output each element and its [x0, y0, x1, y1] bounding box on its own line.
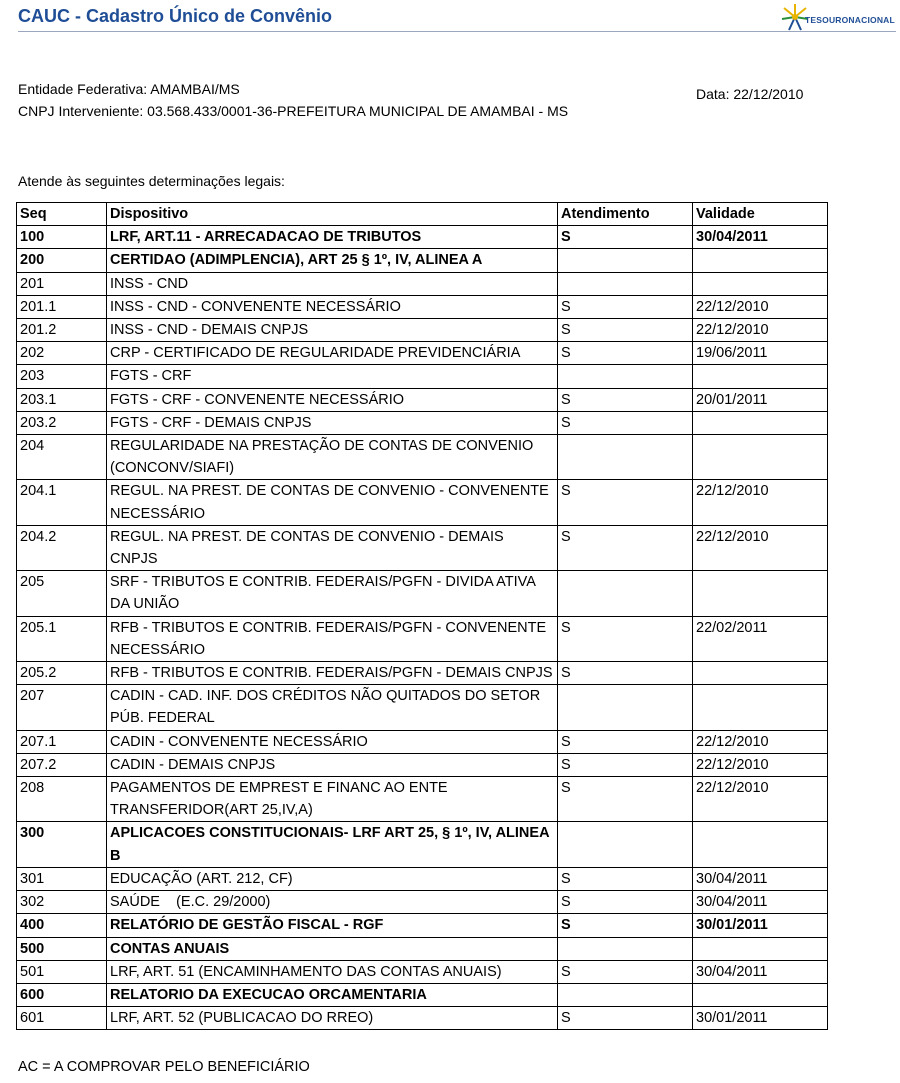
cell-validade	[693, 571, 828, 616]
page-title: CAUC - Cadastro Único de Convênio	[18, 6, 333, 26]
cell-validade: 22/02/2011	[693, 616, 828, 661]
cell-seq: 500	[17, 937, 107, 960]
cell-seq: 601	[17, 1007, 107, 1030]
cell-dispositivo: FGTS - CRF - CONVENENTE NECESSÁRIO	[107, 388, 558, 411]
table-row	[17, 571, 828, 616]
cell-atendimento	[558, 365, 693, 388]
footer-note: AC = A COMPROVAR PELO BENEFICIÁRIO	[18, 1059, 310, 1075]
cell-validade	[693, 435, 828, 480]
cell-atendimento: S	[558, 960, 693, 983]
cell-atendimento	[558, 983, 693, 1006]
cell-validade	[693, 365, 828, 388]
cell-validade: 30/04/2011	[693, 226, 828, 249]
cell-seq: 205	[17, 571, 107, 616]
cell-seq: 207	[17, 685, 107, 730]
cell-dispositivo: CRP - CERTIFICADO DE REGULARIDADE PREVIDENCIÁRIA	[107, 342, 558, 365]
cell-seq: 300	[17, 822, 107, 867]
cell-atendimento: S	[558, 1007, 693, 1030]
cell-dispositivo: EDUCAÇÃO (ART. 212, CF)	[107, 867, 558, 890]
table-row	[17, 777, 828, 822]
cell-validade: 22/12/2010	[693, 480, 828, 525]
cell-atendimento	[558, 822, 693, 867]
table-row	[17, 753, 828, 776]
cell-validade	[693, 983, 828, 1006]
table-row	[17, 937, 828, 960]
cell-seq: 302	[17, 891, 107, 914]
table-row	[17, 983, 828, 1006]
cell-atendimento: S	[558, 914, 693, 937]
cell-atendimento: S	[558, 753, 693, 776]
table-row	[17, 730, 828, 753]
tesouro-nacional-logo	[780, 2, 898, 32]
cell-validade	[693, 249, 828, 272]
cell-seq: 202	[17, 342, 107, 365]
cell-atendimento	[558, 435, 693, 480]
cell-atendimento: S	[558, 319, 693, 342]
cell-validade	[693, 937, 828, 960]
cell-dispositivo: CADIN - CONVENENTE NECESSÁRIO	[107, 730, 558, 753]
cell-atendimento: S	[558, 867, 693, 890]
cell-dispositivo: REGUL. NA PREST. DE CONTAS DE CONVENIO - CONVENENTE NECESSÁRIO	[107, 480, 558, 525]
cell-validade: 30/04/2011	[693, 960, 828, 983]
cell-atendimento: S	[558, 777, 693, 822]
cell-atendimento: S	[558, 616, 693, 661]
table-row	[17, 435, 828, 480]
table-row	[17, 411, 828, 434]
table-row	[17, 388, 828, 411]
table-row	[17, 272, 828, 295]
cell-seq: 204.1	[17, 480, 107, 525]
column-header-atendimento: Atendimento	[558, 203, 693, 226]
column-header-validade: Validade	[693, 203, 828, 226]
table-row	[17, 342, 828, 365]
table-row	[17, 1007, 828, 1030]
column-header-dispositivo: Dispositivo	[107, 203, 558, 226]
cell-atendimento	[558, 272, 693, 295]
cell-dispositivo: CERTIDAO (ADIMPLENCIA), ART 25 § 1º, IV, ALINEA A	[107, 249, 558, 272]
cell-dispositivo: CADIN - DEMAIS CNPJS	[107, 753, 558, 776]
table-row	[17, 662, 828, 685]
cell-dispositivo: FGTS - CRF - DEMAIS CNPJS	[107, 411, 558, 434]
cell-seq: 205.2	[17, 662, 107, 685]
cell-seq: 207.1	[17, 730, 107, 753]
cell-validade: 30/04/2011	[693, 891, 828, 914]
cell-validade	[693, 662, 828, 685]
page-header	[0, 0, 900, 36]
cell-dispositivo: LRF, ART. 52 (PUBLICACAO DO RREO)	[107, 1007, 558, 1030]
cell-seq: 200	[17, 249, 107, 272]
cell-validade: 22/12/2010	[693, 295, 828, 318]
cell-dispositivo: RFB - TRIBUTOS E CONTRIB. FEDERAIS/PGFN - CONVENENTE NECESSÁRIO	[107, 616, 558, 661]
table-row	[17, 249, 828, 272]
cell-seq: 204.2	[17, 525, 107, 570]
cell-dispositivo: LRF, ART. 51 (ENCAMINHAMENTO DAS CONTAS ANUAIS)	[107, 960, 558, 983]
cell-seq: 100	[17, 226, 107, 249]
cell-dispositivo: INSS - CND - CONVENENTE NECESSÁRIO	[107, 295, 558, 318]
table-row	[17, 319, 828, 342]
intro-text: Atende às seguintes determinações legais:	[18, 173, 285, 189]
cell-validade: 19/06/2011	[693, 342, 828, 365]
entidade-federativa: Entidade Federativa: AMAMBAI/MS	[18, 81, 240, 97]
cell-dispositivo: LRF, ART.11 - ARRECADACAO DE TRIBUTOS	[107, 226, 558, 249]
table-row	[17, 914, 828, 937]
cell-dispositivo: RELATORIO DA EXECUCAO ORCAMENTARIA	[107, 983, 558, 1006]
table-header-row	[17, 203, 828, 226]
cell-validade: 22/12/2010	[693, 525, 828, 570]
cell-seq: 205.1	[17, 616, 107, 661]
cell-dispositivo: CADIN - CAD. INF. DOS CRÉDITOS NÃO QUITADOS DO SETOR PÚB. FEDERAL	[107, 685, 558, 730]
cell-validade: 30/01/2011	[693, 914, 828, 937]
cell-seq: 501	[17, 960, 107, 983]
column-header-seq: Seq	[17, 203, 107, 226]
table-row	[17, 685, 828, 730]
cell-seq: 201	[17, 272, 107, 295]
cell-dispositivo: APLICACOES CONSTITUCIONAIS- LRF ART 25, § 1º, IV, ALINEA B	[107, 822, 558, 867]
table-row	[17, 365, 828, 388]
cell-dispositivo: CONTAS ANUAIS	[107, 937, 558, 960]
cell-seq: 600	[17, 983, 107, 1006]
cell-seq: 201.1	[17, 295, 107, 318]
cell-seq: 400	[17, 914, 107, 937]
cell-atendimento: S	[558, 388, 693, 411]
cell-atendimento	[558, 685, 693, 730]
table-body	[17, 226, 828, 1030]
cell-dispositivo: RELATÓRIO DE GESTÃO FISCAL - RGF	[107, 914, 558, 937]
table-row	[17, 960, 828, 983]
cell-validade	[693, 822, 828, 867]
cell-dispositivo: SRF - TRIBUTOS E CONTRIB. FEDERAIS/PGFN - DIVIDA ATIVA DA UNIÃO	[107, 571, 558, 616]
cell-validade: 20/01/2011	[693, 388, 828, 411]
cell-dispositivo: INSS - CND - DEMAIS CNPJS	[107, 319, 558, 342]
cell-atendimento: S	[558, 891, 693, 914]
cell-seq: 204	[17, 435, 107, 480]
cell-validade: 22/12/2010	[693, 777, 828, 822]
table-row	[17, 867, 828, 890]
cell-atendimento: S	[558, 662, 693, 685]
header-divider	[18, 31, 896, 32]
table-row	[17, 295, 828, 318]
cell-atendimento	[558, 571, 693, 616]
cell-seq: 203.1	[17, 388, 107, 411]
cell-atendimento: S	[558, 411, 693, 434]
table-row	[17, 480, 828, 525]
cell-atendimento	[558, 937, 693, 960]
cell-validade: 30/01/2011	[693, 1007, 828, 1030]
logo-text: TESOURONACIONAL	[805, 15, 895, 25]
cell-dispositivo: REGULARIDADE NA PRESTAÇÃO DE CONTAS DE CONVENIO (CONCONV/SIAFI)	[107, 435, 558, 480]
table-row	[17, 616, 828, 661]
cell-seq: 203	[17, 365, 107, 388]
cell-validade	[693, 272, 828, 295]
cell-dispositivo: PAGAMENTOS DE EMPREST E FINANC AO ENTE TRANSFERIDOR(ART 25,IV,A)	[107, 777, 558, 822]
cell-seq: 207.2	[17, 753, 107, 776]
cell-seq: 208	[17, 777, 107, 822]
table-row	[17, 891, 828, 914]
cell-validade: 22/12/2010	[693, 730, 828, 753]
cell-atendimento: S	[558, 730, 693, 753]
table-row	[17, 822, 828, 867]
cell-dispositivo: INSS - CND	[107, 272, 558, 295]
table-row	[17, 525, 828, 570]
cell-dispositivo: RFB - TRIBUTOS E CONTRIB. FEDERAIS/PGFN - DEMAIS CNPJS	[107, 662, 558, 685]
cell-validade: 30/04/2011	[693, 867, 828, 890]
cell-validade	[693, 411, 828, 434]
cell-validade	[693, 685, 828, 730]
cell-validade: 22/12/2010	[693, 319, 828, 342]
cell-atendimento: S	[558, 480, 693, 525]
cell-atendimento	[558, 249, 693, 272]
cell-validade: 22/12/2010	[693, 753, 828, 776]
cell-dispositivo: FGTS - CRF	[107, 365, 558, 388]
cell-atendimento: S	[558, 525, 693, 570]
cell-seq: 201.2	[17, 319, 107, 342]
cauc-table	[16, 202, 828, 1030]
cell-dispositivo: SAÚDE (E.C. 29/2000)	[107, 891, 558, 914]
cell-atendimento: S	[558, 226, 693, 249]
cell-atendimento: S	[558, 295, 693, 318]
cell-seq: 203.2	[17, 411, 107, 434]
table-row	[17, 226, 828, 249]
report-date: Data: 22/12/2010	[696, 86, 804, 102]
cell-atendimento: S	[558, 342, 693, 365]
cell-dispositivo: REGUL. NA PREST. DE CONTAS DE CONVENIO - DEMAIS CNPJS	[107, 525, 558, 570]
cnpj-interveniente: CNPJ Interveniente: 03.568.433/0001-36-PREFEITURA MUNICIPAL DE AMAMBAI - MS	[18, 103, 569, 119]
cell-seq: 301	[17, 867, 107, 890]
